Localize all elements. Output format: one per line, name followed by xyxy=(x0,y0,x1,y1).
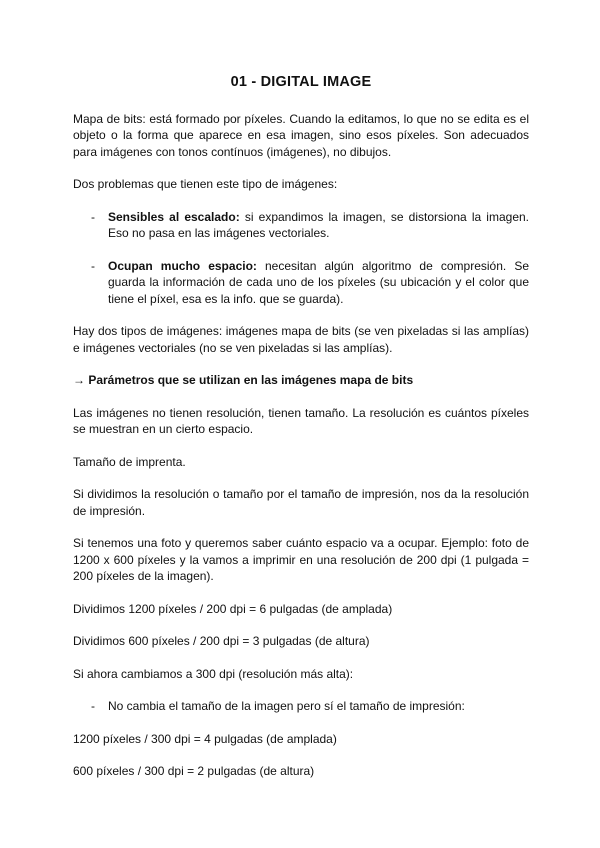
print-size-line: Tamaño de imprenta. xyxy=(73,454,186,469)
divide-paragraph: Si dividimos la resolución o tamaño por el tamaño de impresión, nos da la resolución de impresión. xyxy=(73,487,529,518)
intro-paragraph: Mapa de bits: está formado por píxeles. Cuando la editamos, lo que no se edita es el objeto o la forma que aparece en esa imagen, sino esos píxeles. Son adecuados para imágenes con tonos contínuos (imágenes), no dibujos. xyxy=(73,111,529,159)
types-paragraph: Hay dos tipos de imágenes: imágenes mapa de bits (se ven pixeladas si las amplías) e imágenes vectoriales (no se ven pixeladas si las amplías). xyxy=(73,324,529,355)
page-title: 01 - DIGITAL IMAGE xyxy=(230,74,372,90)
section-heading: → Parámetros que se utilizan en las imágenes mapa de bits xyxy=(73,373,414,387)
problem-text: necesitan algún algoritmo de compresión. Se guarda la información de cada uno de los píxeles (su ubicación y el color que tiene el píxel, esa es la info. que se guarda). xyxy=(108,258,529,306)
calc-height-300: 600 píxeles / 300 dpi = 2 pulgadas (de altura) xyxy=(73,764,315,778)
calc-width-300: 1200 píxeles / 300 dpi = 4 pulgadas (de amplada) xyxy=(73,731,337,746)
resolution-paragraph: Las imágenes no tienen resolución, tienen tamaño. La resolución es cuántos píxeles se muestran en un cierto espacio. xyxy=(73,405,529,436)
problems-list xyxy=(73,209,529,308)
change-300-line: Si ahora cambiamos a 300 dpi (resolución más alta): xyxy=(73,666,354,681)
calc-height-200: Dividimos 600 píxeles / 200 dpi = 3 pulgadas (de altura) xyxy=(73,634,370,648)
change-note-text: No cambia el tamaño de la imagen pero sí el tamaño de impresión: xyxy=(108,699,465,713)
dash-bullet: - xyxy=(91,258,95,273)
list-item xyxy=(73,258,529,308)
dash-bullet: - xyxy=(91,699,95,713)
problem-text: si expandimos la imagen, se distorsiona la imagen. Eso no pasa en las imágenes vectoriales. xyxy=(108,209,529,240)
problem-term: Ocupan mucho espacio: xyxy=(108,258,257,273)
change-note-list xyxy=(73,698,529,715)
example-paragraph: Si tenemos una foto y queremos saber cuánto espacio va a ocupar. Ejemplo: foto de 1200 x 600 píxeles y la vamos a imprimir en una resolución de 200 dpi (1 pulgada = 200 píxeles de la imagen). xyxy=(73,536,529,583)
calc-width-200: Dividimos 1200 píxeles / 200 dpi = 6 pulgadas (de amplada) xyxy=(73,601,393,616)
problems-intro: Dos problemas que tienen este tipo de imágenes: xyxy=(73,177,338,191)
list-item xyxy=(73,698,529,715)
dash-bullet: - xyxy=(91,209,95,224)
problem-term: Sensibles al escalado: xyxy=(108,209,240,224)
list-item xyxy=(73,209,529,242)
